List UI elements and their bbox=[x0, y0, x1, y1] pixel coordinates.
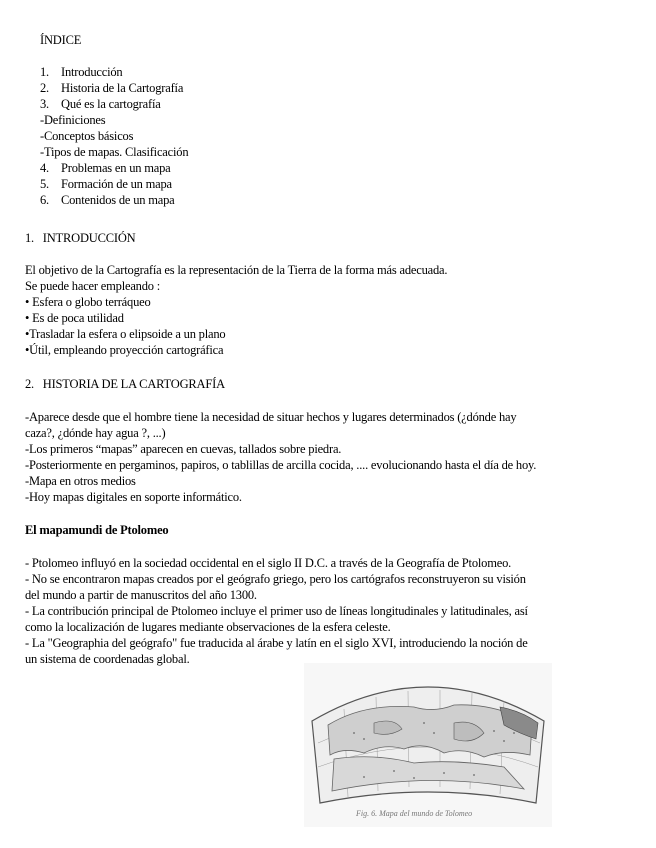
index-item bbox=[40, 176, 172, 192]
paragraph-line: -Mapa en otros medios bbox=[25, 474, 136, 488]
index-item-number: 6. bbox=[40, 193, 49, 207]
figure-caption: Fig. 6. Mapa del mundo de Tolomeo bbox=[356, 809, 473, 818]
section-heading-historia: 2. HISTORIA DE LA CARTOGRAFÍA bbox=[25, 377, 225, 391]
index-item bbox=[40, 96, 161, 112]
paragraph-line: -Posteriormente en pergaminos, papiros, o tablillas de arcilla cocida, .... evolucionando hasta el día de hoy. bbox=[25, 458, 537, 472]
ptolemy-world-map-image bbox=[304, 663, 552, 827]
index-item-label: Historia de la Cartografía bbox=[61, 81, 184, 95]
paragraph-line: - La "Geographia del geógrafo" fue traducida al árabe y latín en el siglo XVI, introduciendo la noción de bbox=[25, 636, 528, 650]
index-item-label: Formación de un mapa bbox=[61, 177, 172, 191]
bullet-line: • Es de poca utilidad bbox=[25, 311, 124, 325]
index-item-label: Contenidos de un mapa bbox=[61, 193, 175, 207]
paragraph-line: -Aparece desde que el hombre tiene la necesidad de situar hechos y lugares determinados (¿dónde hay bbox=[25, 410, 517, 424]
paragraph-line: Se puede hacer empleando : bbox=[25, 279, 161, 293]
index-item bbox=[40, 64, 122, 80]
index-item-number: 5. bbox=[40, 177, 49, 191]
bullet-line: • Esfera o globo terráqueo bbox=[25, 295, 151, 309]
bullet-line: •Trasladar la esfera o elipsoide a un plano bbox=[25, 327, 226, 341]
subsection-heading-ptolomeo: El mapamundi de Ptolomeo bbox=[25, 523, 169, 537]
index-item-label: -Tipos de mapas. Clasificación bbox=[40, 145, 189, 159]
paragraph-line: del mundo a partir de manuscritos del año 1300. bbox=[25, 588, 257, 602]
index-item-number: 3. bbox=[40, 97, 49, 111]
bullet-line: •Útil, empleando proyección cartográfica bbox=[25, 343, 224, 357]
index-item-label: Problemas en un mapa bbox=[61, 161, 171, 175]
index-subitem bbox=[40, 144, 188, 160]
paragraph-line: -Hoy mapas digitales en soporte informático. bbox=[25, 490, 242, 504]
index-subitem bbox=[40, 112, 105, 128]
paragraph-line: - La contribución principal de Ptolomeo incluye el primer uso de líneas longitudinales y latitudinales, así bbox=[25, 604, 528, 618]
index-item bbox=[40, 160, 171, 176]
section-heading-introduccion: 1. INTRODUCCIÓN bbox=[25, 231, 136, 245]
index-item bbox=[40, 192, 175, 208]
paragraph-line: un sistema de coordenadas global. bbox=[25, 652, 190, 666]
index-item-number: 1. bbox=[40, 65, 49, 79]
index-item-label: -Conceptos básicos bbox=[40, 129, 134, 143]
index-item-label: -Definiciones bbox=[40, 113, 106, 127]
paragraph-line: como la localización de lugares mediante observaciones de la esfera celeste. bbox=[25, 620, 391, 634]
index-item bbox=[40, 80, 183, 96]
index-item-label: Introducción bbox=[61, 65, 123, 79]
index-item-number: 4. bbox=[40, 161, 49, 175]
paragraph-line: -Los primeros “mapas” aparecen en cuevas, tallados sobre piedra. bbox=[25, 442, 342, 456]
index-item-number: 2. bbox=[40, 81, 49, 95]
paragraph-line: - Ptolomeo influyó en la sociedad occidental en el siglo II D.C. a través de la Geografía de Ptolomeo. bbox=[25, 556, 512, 570]
paragraph-line: caza?, ¿dónde hay agua ?, ...) bbox=[25, 426, 166, 440]
index-subitem bbox=[40, 128, 133, 144]
paragraph-line: El objetivo de la Cartografía es la representación de la Tierra de la forma más adecuada. bbox=[25, 263, 448, 277]
index-item-label: Qué es la cartografía bbox=[61, 97, 161, 111]
paragraph-line: - No se encontraron mapas creados por el geógrafo griego, pero los cartógrafos reconstruyeron su visión bbox=[25, 572, 526, 586]
index-title: ÍNDICE bbox=[40, 33, 82, 47]
